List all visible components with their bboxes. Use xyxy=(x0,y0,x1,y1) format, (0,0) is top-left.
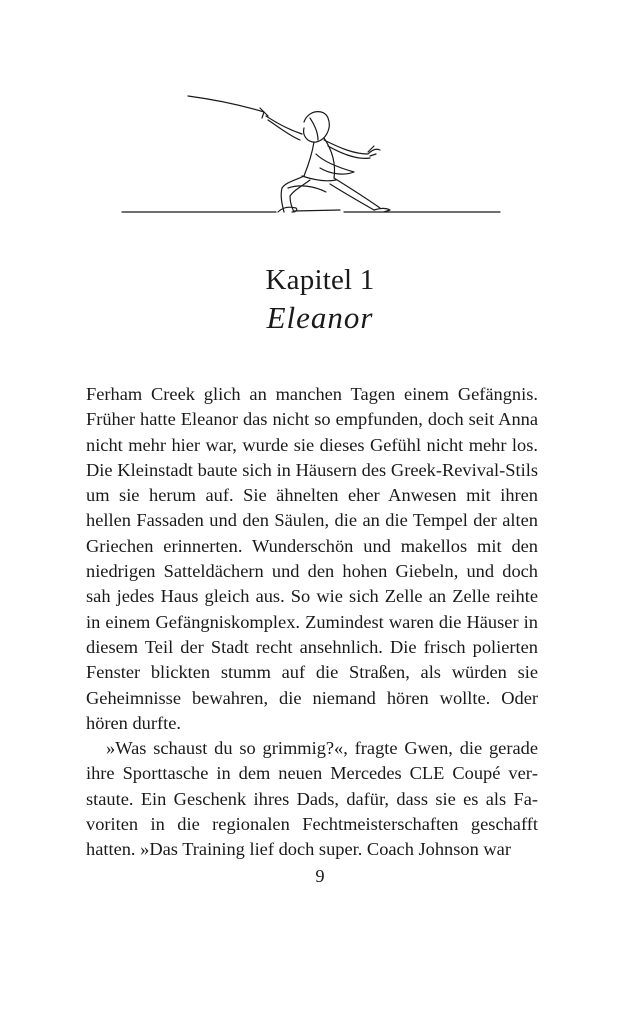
fencer-line-drawing-icon xyxy=(118,88,504,220)
chapter-heading: Kapitel 1 xyxy=(265,264,375,296)
paragraph: »Was schaust du so grimmig?«, fragte Gwen, die gerade ihre Sporttasche in dem neuen Mercedes CLE Coupé verstaute. Ein Geschenk ihres Dads, dafür, dass sie es als Favoriten in die regionalen Fechtmeisterschaften geschafft hatten. »Das Training lief doch super. Coach Johnson war xyxy=(86,738,538,860)
body-text xyxy=(86,382,538,863)
chapter-subtitle: Eleanor xyxy=(266,300,374,335)
page-number: 9 xyxy=(315,866,325,886)
paragraph: Ferham Creek glich an manchen Tagen einem Gefängnis. Früher hatte Eleanor das nicht so empfunden, doch seit Anna nicht mehr hier war, wurde sie dieses Gefühl nicht mehr los. Die Kleinstadt baute sich in Häusern des Greek-Revival-Stils um sie herum auf. Sie ähnelten eher Anwesen mit ihren hellen Fassaden und den Säulen, die an die Tempel der alten Griechen erinnerten. Wunderschön und makellos mit den niedrigen Satteldächern und den hohen Giebeln, und doch sah jedes Haus gleich aus. So wie sich Zelle an Zelle reihte in einem Gefängniskomplex. Zumindest waren die Häuser in diesem Teil der Stadt recht ansehnlich. Die frisch polierten Fenster blickten stumm auf die Straßen, als würden sie Geheimnisse bewahren, die niemand hören wollte. Oder hören durfte. xyxy=(86,384,538,733)
